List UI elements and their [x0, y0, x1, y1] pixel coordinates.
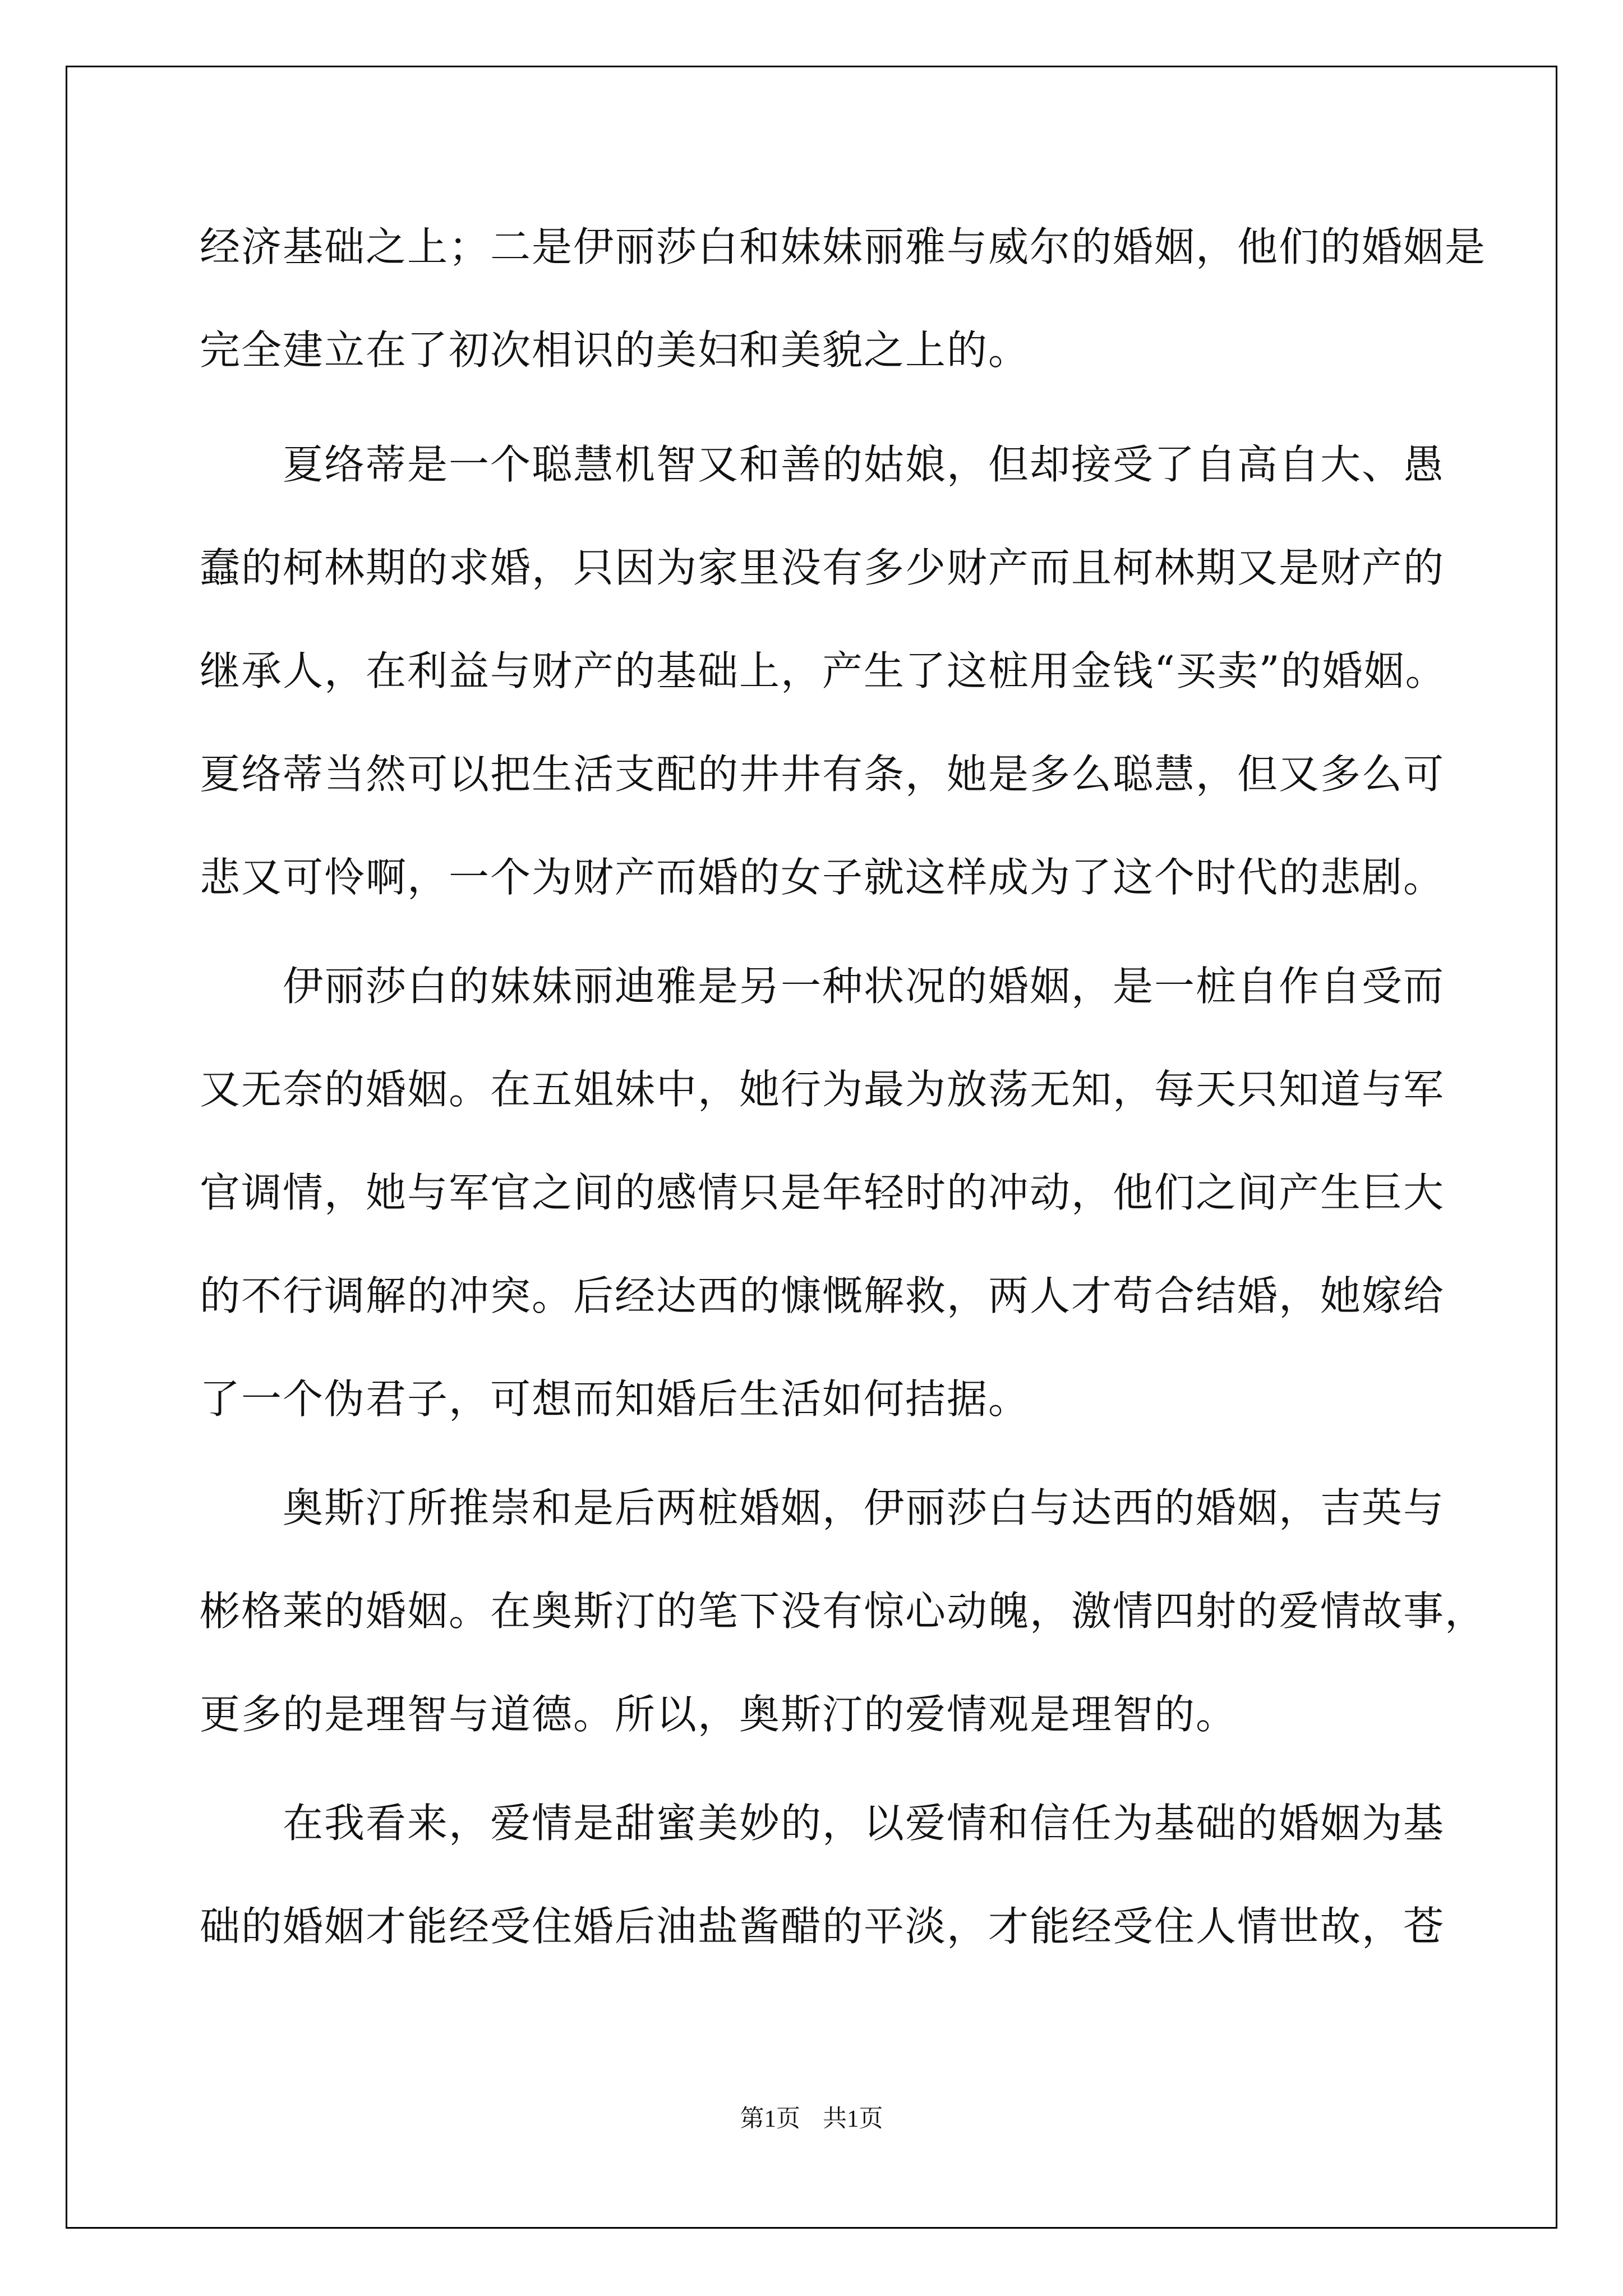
page-number: 第1页: [740, 2106, 800, 2132]
text-line: 继承人，在利益与财产的基础上，产生了这桩用金钱“买卖”的婚姻。: [200, 647, 1447, 694]
text-line: 在我看来，爱情是甜蜜美妙的，以爱情和信任为基础的婚姻为基: [283, 1800, 1445, 1847]
text-line: 经济基础之上；二是伊丽莎白和妹妹丽雅与威尔的婚姻，他们的婚姻是: [200, 223, 1487, 270]
text-line: 悲又可怜啊，一个为财产而婚的女子就这样成为了这个时代的悲剧。: [200, 854, 1445, 901]
page-footer: [0, 2100, 1623, 2134]
text-line: 夏络蒂是一个聪慧机智又和善的姑娘，但却接受了自高自大、愚: [283, 441, 1445, 488]
text-line: 彬格莱的婚姻。在奥斯汀的笔下没有惊心动魄，激情四射的爱情故事，: [200, 1588, 1487, 1635]
text-line: 夏络蒂当然可以把生活支配的井井有条，她是多么聪慧，但又多么可: [200, 751, 1445, 798]
page-total: 共1页: [823, 2106, 883, 2132]
text-line: 完全建立在了初次相识的美妇和美貌之上的。: [200, 326, 1030, 374]
text-line: 础的婚姻才能经受住婚后油盐酱醋的平淡，才能经受住人情世故，苍: [200, 1903, 1445, 1950]
text-line: 伊丽莎白的妹妹丽迪雅是另一种状况的婚姻，是一桩自作自受而: [283, 963, 1445, 1010]
text-line: 了一个伪君子，可想而知婚后生活如何拮据。: [200, 1375, 1030, 1423]
text-line: 奥斯汀所推崇和是后两桩婚姻，伊丽莎白与达西的婚姻，吉英与: [283, 1484, 1445, 1531]
text-line: 又无奈的婚姻。在五姐妹中，她行为最为放荡无知，每天只知道与军: [200, 1066, 1445, 1113]
text-line: 蠢的柯林期的求婚，只因为家里没有多少财产而且柯林期又是财产的: [200, 544, 1445, 591]
text-line: 更多的是理智与道德。所以，奥斯汀的爱情观是理智的。: [200, 1691, 1238, 1738]
text-line: 的不行调解的冲突。后经达西的慷慨解救，两人才苟合结婚，她嫁给: [200, 1272, 1445, 1319]
text-line: 官调情，她与军官之间的感情只是年轻时的冲动，他们之间产生巨大: [200, 1169, 1445, 1216]
